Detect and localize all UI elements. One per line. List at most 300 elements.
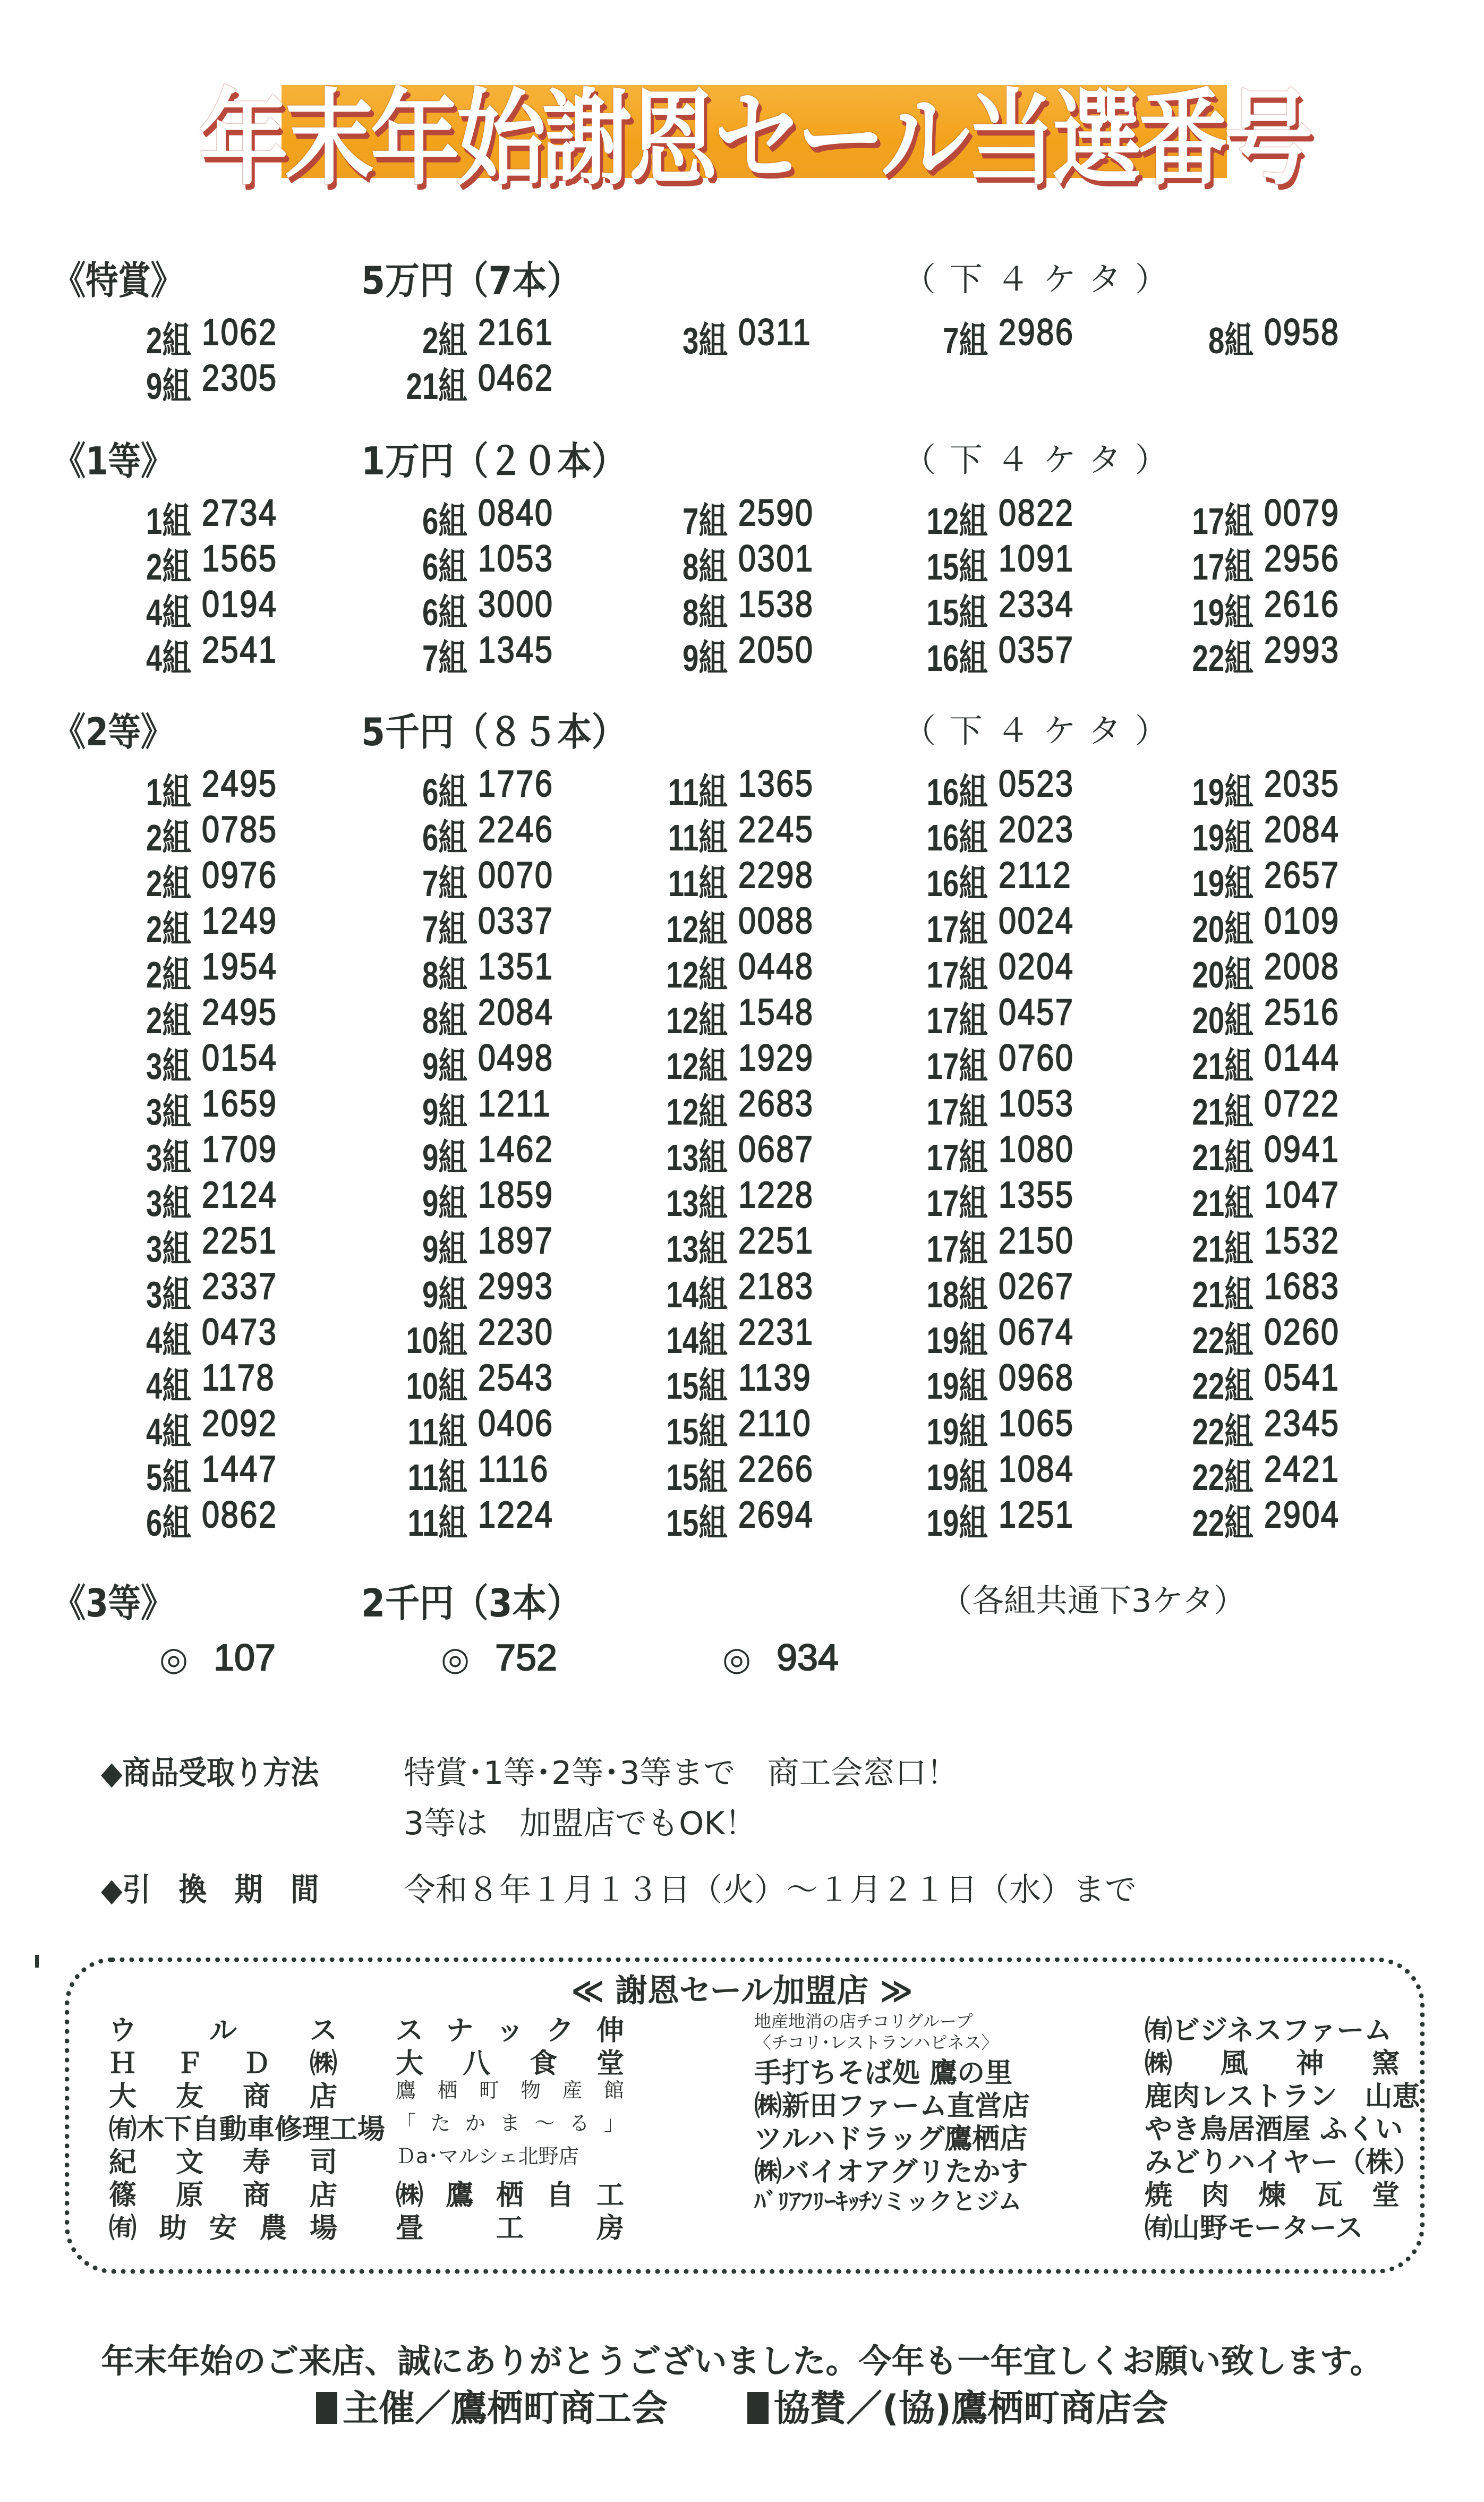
group-number: 15組 <box>666 1502 728 1544</box>
period-value: 令和８年１月１３日（火）～１月２１日（水）まで <box>404 1871 1137 1909</box>
shop-name-char: 煉 <box>1258 2180 1286 2211</box>
group-number: 21組 <box>1192 1137 1253 1178</box>
shop-name <box>109 2074 337 2113</box>
winning-number: 0541 <box>1264 1357 1340 1398</box>
winning-number: 2541 <box>202 629 278 670</box>
winning-number: 0822 <box>999 492 1074 533</box>
group-number: 11組 <box>407 1411 467 1452</box>
group-number: 9組 <box>422 1228 467 1270</box>
winning-number: 0260 <box>1264 1311 1340 1352</box>
winning-number: 1139 <box>738 1357 812 1398</box>
group-number: 3組 <box>146 1228 191 1270</box>
winning-number: 0976 <box>202 854 278 896</box>
winning-number: 2298 <box>738 854 814 896</box>
pickup-label: ◆商品受取り方法 <box>101 1755 319 1792</box>
shops-column-4 <box>1145 2008 1421 2244</box>
winning-number: 1897 <box>478 1220 554 1261</box>
winning-number: 0785 <box>202 809 278 850</box>
group-number: 11組 <box>668 863 728 904</box>
group-number: 8組 <box>422 954 467 995</box>
shop-name-char: 安 <box>209 2212 237 2244</box>
winning-number: 2084 <box>478 991 554 1033</box>
prize-header <box>53 701 1455 754</box>
group-number: 22組 <box>1192 1411 1253 1452</box>
group-number: 11組 <box>668 771 728 813</box>
shop-name <box>396 2107 624 2140</box>
winner-row <box>96 1448 1445 1498</box>
winning-number: 0473 <box>202 1311 278 1352</box>
group-number: 11組 <box>668 817 728 858</box>
shop-name <box>396 2074 624 2107</box>
group-number: 7組 <box>422 637 467 679</box>
group-number: 19組 <box>1192 863 1253 904</box>
exchange-period <box>101 1865 1429 1907</box>
shop-name-char: 原 <box>175 2180 203 2211</box>
prize-note: （下４ケタ） <box>903 711 1182 750</box>
shop-name-char: Ｆ <box>175 2048 203 2080</box>
winning-number: 0301 <box>738 538 814 579</box>
shop-name-char: 「 <box>396 2112 416 2135</box>
prize-note: （下４ケタ） <box>903 440 1182 479</box>
prize-note: （各組共通下3ケタ） <box>940 1582 1246 1620</box>
group-number: 21組 <box>1192 1182 1253 1224</box>
shop-name-char: 」 <box>603 2112 624 2135</box>
group-number: 8組 <box>1208 320 1253 361</box>
group-number: 2組 <box>146 817 191 858</box>
winning-number: 1065 <box>999 1402 1074 1444</box>
winning-number: 2092 <box>202 1402 278 1444</box>
shop-name-char: 助 <box>159 2212 187 2244</box>
winning-number: 2345 <box>1264 1402 1340 1444</box>
winning-number: 2251 <box>202 1220 278 1261</box>
group-number: 6組 <box>422 592 467 633</box>
group-number: 17組 <box>926 1045 988 1087</box>
group-number: 10組 <box>406 1320 467 1361</box>
sponsors <box>0 2380 1484 2431</box>
prize-name: 《2等》 <box>53 710 174 754</box>
pickup-method <box>101 1748 1376 1790</box>
group-number: 12組 <box>666 1000 728 1041</box>
shop-name: ㈲ビジネスファーム <box>1145 2015 1392 2047</box>
winner-row <box>96 311 1445 361</box>
winning-number: 1116 <box>478 1448 549 1490</box>
winner-grid <box>96 491 1445 679</box>
shops-title: ≪ 謝恩セール加盟店 ≫ <box>571 1972 913 2010</box>
winning-number: 2334 <box>999 583 1074 625</box>
winning-number: 1047 <box>1264 1174 1340 1215</box>
shop-name-char: 産 <box>562 2079 583 2102</box>
shop-name-char: 篠 <box>109 2180 137 2211</box>
page-title: 年末年始謝恩セール当選番号 <box>199 79 1310 200</box>
group-number: 6組 <box>422 771 467 813</box>
winning-number: 2150 <box>999 1220 1074 1261</box>
winner-row <box>96 491 1445 542</box>
prize-header <box>53 430 1455 483</box>
shop-name-char: 店 <box>309 2081 337 2113</box>
shop-name-char: ㈱ <box>396 2180 424 2211</box>
shop-name-char: 堂 <box>1371 2180 1400 2211</box>
shop-name <box>109 2008 337 2047</box>
winning-number: 1178 <box>202 1357 276 1398</box>
shop-name-char: 瓦 <box>1315 2180 1343 2211</box>
group-number: 19組 <box>926 1365 988 1407</box>
common-winner <box>722 1636 839 1679</box>
group-number: 9組 <box>422 1091 467 1133</box>
group-number: 15組 <box>666 1411 728 1452</box>
group-number: 19組 <box>926 1457 988 1498</box>
winning-number: 0457 <box>999 991 1074 1033</box>
winning-number: 0523 <box>999 763 1074 804</box>
winning-number: 934 <box>777 1637 839 1678</box>
shop-name: ツルハドラッグ鷹栖店 <box>754 2123 1028 2155</box>
pickup-method-2 <box>101 1798 1376 1841</box>
winning-number: 1776 <box>478 763 554 804</box>
winning-number: 0674 <box>999 1311 1074 1352</box>
shop-name-char: 大 <box>396 2048 424 2080</box>
shop-name-char: Ｄ <box>242 2048 270 2080</box>
group-number: 19組 <box>1192 592 1253 633</box>
prize-name: 《特賞》 <box>53 258 183 303</box>
shop-name-char: 栖 <box>437 2079 458 2102</box>
winning-number: 2616 <box>1264 583 1340 625</box>
group-number: 3組 <box>683 320 728 361</box>
winning-number: 2035 <box>1264 763 1340 804</box>
winning-number: 0154 <box>202 1037 278 1078</box>
group-number: 6組 <box>422 500 467 542</box>
group-number: 21組 <box>1192 1274 1253 1315</box>
double-circle-icon: ◎ <box>722 1641 752 1678</box>
winning-number: 0958 <box>1264 311 1340 353</box>
shop-name-char: 寿 <box>242 2147 270 2178</box>
double-circle-icon: ◎ <box>159 1641 189 1678</box>
group-number: 2組 <box>422 320 467 361</box>
winner-row <box>96 945 1445 995</box>
shop-name <box>396 2173 624 2211</box>
winning-number: 2421 <box>1264 1448 1340 1490</box>
group-number: 4組 <box>146 592 191 633</box>
winner-row <box>96 808 1445 858</box>
group-number: 2組 <box>146 954 191 995</box>
group-number: 3組 <box>146 1182 191 1224</box>
winner-row <box>96 356 1445 407</box>
shop-name-char: 店 <box>309 2180 337 2211</box>
common-winner <box>441 1636 557 1679</box>
shop-name <box>109 2173 337 2211</box>
group-number: 9組 <box>683 637 728 679</box>
winning-number: 2993 <box>1264 629 1340 670</box>
group-number: 12組 <box>926 500 988 542</box>
shop-name-char: 紀 <box>109 2147 137 2178</box>
group-number: 17組 <box>926 1182 988 1224</box>
winning-number: 2986 <box>999 311 1074 353</box>
winning-number: 1053 <box>478 538 554 579</box>
shop-name-char: 工 <box>496 2212 524 2244</box>
winner-row <box>96 537 1445 588</box>
group-number: 13組 <box>666 1182 728 1224</box>
winning-number: 0070 <box>478 854 554 896</box>
group-number: 17組 <box>926 1228 988 1270</box>
group-number: 19組 <box>1192 817 1253 858</box>
winning-number: 1084 <box>999 1448 1074 1490</box>
shop-name: 手打ちそば処 鷹の里 <box>754 2057 1013 2089</box>
group-number: 4組 <box>146 1320 191 1361</box>
shop-name-char: 焼 <box>1145 2180 1173 2211</box>
common-winner <box>159 1636 276 1679</box>
group-number: 8組 <box>683 546 728 588</box>
group-number: 22組 <box>1192 1457 1253 1498</box>
winning-number: 2956 <box>1264 538 1340 579</box>
shop-name: やき鳥居酒屋 ふくい <box>1145 2114 1403 2146</box>
group-number: 9組 <box>422 1045 467 1087</box>
winning-number: 0357 <box>999 629 1074 670</box>
group-number: 17組 <box>926 1000 988 1041</box>
winning-number: 1053 <box>999 1083 1074 1124</box>
winning-number: 2231 <box>738 1311 814 1352</box>
group-number: 22組 <box>1192 1365 1253 1407</box>
shop-name-char: 堂 <box>596 2048 624 2080</box>
winning-number: 0024 <box>999 900 1074 941</box>
winning-number: 1548 <box>738 991 814 1033</box>
shop-name-char: ㈲ <box>109 2212 137 2244</box>
shop-name-char: 房 <box>596 2212 624 2244</box>
group-number: 20組 <box>1192 908 1253 950</box>
winning-number: 1365 <box>738 763 814 804</box>
winning-number: 2183 <box>738 1265 814 1307</box>
winning-number: 2246 <box>478 809 554 850</box>
group-number: 17組 <box>1192 500 1253 542</box>
shop-name: ㈱バイオアグリたかす <box>754 2156 1028 2188</box>
shop-name-char: ル <box>209 2015 237 2047</box>
square-bullet-icon <box>747 2392 769 2424</box>
winning-number: 0406 <box>478 1402 554 1444</box>
group-number: 22組 <box>1192 637 1253 679</box>
shop-name-char: 町 <box>479 2079 499 2102</box>
double-circle-icon: ◎ <box>441 1641 470 1678</box>
shops-column-2 <box>396 2008 624 2244</box>
group-number: 15組 <box>926 592 988 633</box>
prize-amount: 1万円（２０本） <box>361 439 626 483</box>
group-number: 8組 <box>422 1000 467 1041</box>
shop-name <box>396 2008 624 2047</box>
winner-row <box>96 1036 1445 1087</box>
winning-number: 2993 <box>478 1265 554 1307</box>
winning-number: 0311 <box>738 311 812 353</box>
winning-number: 1062 <box>202 311 278 353</box>
winning-number: 0267 <box>999 1265 1074 1307</box>
winner-row <box>96 762 1445 813</box>
winning-number: 752 <box>495 1637 557 1678</box>
winning-number: 2084 <box>1264 809 1340 850</box>
winning-number: 0194 <box>202 583 278 625</box>
winner-grid <box>96 762 1445 1544</box>
shops-column-1 <box>109 2008 386 2244</box>
group-number: 17組 <box>1192 546 1253 588</box>
winning-number: 2590 <box>738 492 814 533</box>
winner-row <box>96 1402 1445 1452</box>
group-number: 3組 <box>146 1045 191 1087</box>
winning-number: 2266 <box>738 1448 814 1490</box>
winning-number: 0760 <box>999 1037 1074 1078</box>
shops-column-3 <box>754 2008 1030 2215</box>
group-number: 4組 <box>146 637 191 679</box>
group-number: 1組 <box>146 771 191 813</box>
group-number: 4組 <box>146 1411 191 1452</box>
winner-row <box>96 583 1445 633</box>
group-number: 7組 <box>943 320 988 361</box>
group-number: 3組 <box>146 1091 191 1133</box>
shop-name-char: ッ <box>496 2015 524 2047</box>
shop-name-char: 自 <box>546 2180 574 2211</box>
winner-row <box>96 991 1445 1041</box>
winning-number: 0862 <box>202 1494 278 1535</box>
prize-amount: 5万円（7本） <box>361 258 582 303</box>
winning-number: 0722 <box>1264 1083 1340 1124</box>
winning-number: 2337 <box>202 1265 278 1307</box>
shop-name: ㈲山野モータース <box>1145 2212 1363 2244</box>
group-number: 9組 <box>146 365 191 407</box>
winner-row <box>96 628 1445 679</box>
shop-name-char: Ｈ <box>109 2048 137 2080</box>
group-number: 16組 <box>926 637 988 679</box>
winning-number: 2112 <box>999 854 1072 896</box>
group-number: 17組 <box>926 1091 988 1133</box>
pickup-line-2: 3等は 加盟店でもOK！ <box>404 1805 757 1842</box>
prize-amount: 2千円（3本） <box>361 1581 582 1626</box>
group-number: 12組 <box>666 908 728 950</box>
group-number: 12組 <box>666 1045 728 1087</box>
shop-name-char: 鷹 <box>396 2079 416 2102</box>
square-bullet-icon <box>316 2392 337 2424</box>
winning-number: 2305 <box>202 357 278 398</box>
group-number: 12組 <box>666 954 728 995</box>
shop-name-char: 畳 <box>396 2212 424 2244</box>
shop-name-char: る <box>569 2112 590 2135</box>
group-number: 1組 <box>146 500 191 542</box>
winning-number: 1538 <box>738 583 814 625</box>
period-label: ◆引 換 期 間 <box>101 1871 319 1909</box>
group-number: 7組 <box>422 863 467 904</box>
winning-number: 1211 <box>478 1083 552 1124</box>
group-number: 5組 <box>146 1457 191 1498</box>
winning-number: 1532 <box>1264 1220 1340 1261</box>
group-number: 3組 <box>146 1137 191 1178</box>
winning-number: 2245 <box>738 809 814 850</box>
shop-name-char: ス <box>309 2015 337 2047</box>
group-number: 15組 <box>666 1457 728 1498</box>
shop-name-char: ～ <box>534 2112 555 2135</box>
shop-name-char: ま <box>499 2112 520 2135</box>
group-number: 16組 <box>926 817 988 858</box>
group-number: 20組 <box>1192 1000 1253 1041</box>
group-number: 3組 <box>146 1274 191 1315</box>
group-number: 14組 <box>666 1274 728 1315</box>
winning-number: 2230 <box>478 1311 554 1352</box>
shop-name-char: ウ <box>109 2015 137 2047</box>
winner-row <box>96 1128 1445 1178</box>
shop-name-char: 農 <box>259 2212 287 2244</box>
shop-name-char: 友 <box>175 2081 203 2113</box>
shop-name-char: 神 <box>1296 2048 1324 2080</box>
group-number: 19組 <box>926 1320 988 1361</box>
winning-number: 1954 <box>202 946 278 987</box>
shop-name-char: ナ <box>446 2015 474 2047</box>
prize-amount: 5千円（８５本） <box>361 710 626 754</box>
winning-number: 1355 <box>999 1174 1074 1215</box>
group-number: 9組 <box>422 1137 467 1178</box>
winning-number: 1345 <box>478 629 554 670</box>
shop-name-char: 肉 <box>1201 2180 1229 2211</box>
group-number: 17組 <box>926 908 988 950</box>
prize-header <box>53 1572 1455 1626</box>
group-number: 19組 <box>926 1502 988 1544</box>
shop-name-char: 物 <box>521 2079 541 2102</box>
shop-name-char: 司 <box>309 2147 337 2178</box>
group-number: 4組 <box>146 1365 191 1407</box>
winning-number: 1659 <box>202 1083 278 1124</box>
shop-name-char: 商 <box>242 2180 270 2211</box>
shop-name-char: 鷹 <box>446 2180 474 2211</box>
shop-name-char: 風 <box>1220 2048 1248 2080</box>
pickup-line-1: 特賞･1等･2等･3等まで 商工会窓口！ <box>404 1755 959 1792</box>
shop-name <box>109 2206 337 2244</box>
shop-name: 鹿肉レストラン 山恵 <box>1145 2081 1420 2113</box>
prize-note: （下４ケタ） <box>903 260 1182 299</box>
group-number: 16組 <box>926 771 988 813</box>
group-number: 14組 <box>666 1320 728 1361</box>
winning-number: 1249 <box>202 900 278 941</box>
winning-number: 0840 <box>478 492 554 533</box>
winner-row <box>96 1310 1445 1361</box>
winning-number: 2694 <box>738 1494 814 1535</box>
group-number: 7組 <box>422 908 467 950</box>
winning-number: 1709 <box>202 1128 278 1170</box>
group-number: 19組 <box>926 1411 988 1452</box>
winner-row <box>96 854 1445 904</box>
shop-name: 地産地消の店チコリグループ <box>754 2011 973 2031</box>
winning-number: 1351 <box>478 946 554 987</box>
group-number: 22組 <box>1192 1502 1253 1544</box>
group-number: 8組 <box>683 592 728 633</box>
shop-name-char: た <box>430 2112 451 2135</box>
shop-name-char: ク <box>546 2015 574 2047</box>
winning-number: 0687 <box>738 1128 814 1170</box>
prize-name: 《3等》 <box>53 1581 174 1626</box>
group-number: 15組 <box>926 546 988 588</box>
group-number: 2組 <box>146 320 191 361</box>
group-number: 13組 <box>666 1228 728 1270</box>
shop-name: みどりハイヤー（株） <box>1145 2147 1421 2178</box>
group-number: 19組 <box>1192 771 1253 813</box>
winner-row <box>96 1493 1445 1544</box>
winning-number: 2495 <box>202 763 278 804</box>
shop-name-char: 窯 <box>1371 2048 1400 2080</box>
shop-name-char: 八 <box>462 2048 490 2080</box>
prize-header <box>53 250 1455 303</box>
winning-number: 2516 <box>1264 991 1340 1033</box>
winner-row <box>96 1356 1445 1407</box>
winner-row <box>96 1173 1445 1224</box>
winning-number: 1251 <box>999 1494 1074 1535</box>
winning-number: 2251 <box>738 1220 814 1261</box>
shop-name-char: 栖 <box>496 2180 524 2211</box>
shop-name: ㈱新田ファーム直営店 <box>754 2090 1030 2122</box>
winning-number: 0088 <box>738 900 814 941</box>
group-number: 9組 <box>422 1182 467 1224</box>
prize-name: 《1等》 <box>53 439 174 483</box>
group-number: 16組 <box>926 863 988 904</box>
winning-number: 3000 <box>478 583 554 625</box>
winning-number: 2023 <box>999 809 1074 850</box>
